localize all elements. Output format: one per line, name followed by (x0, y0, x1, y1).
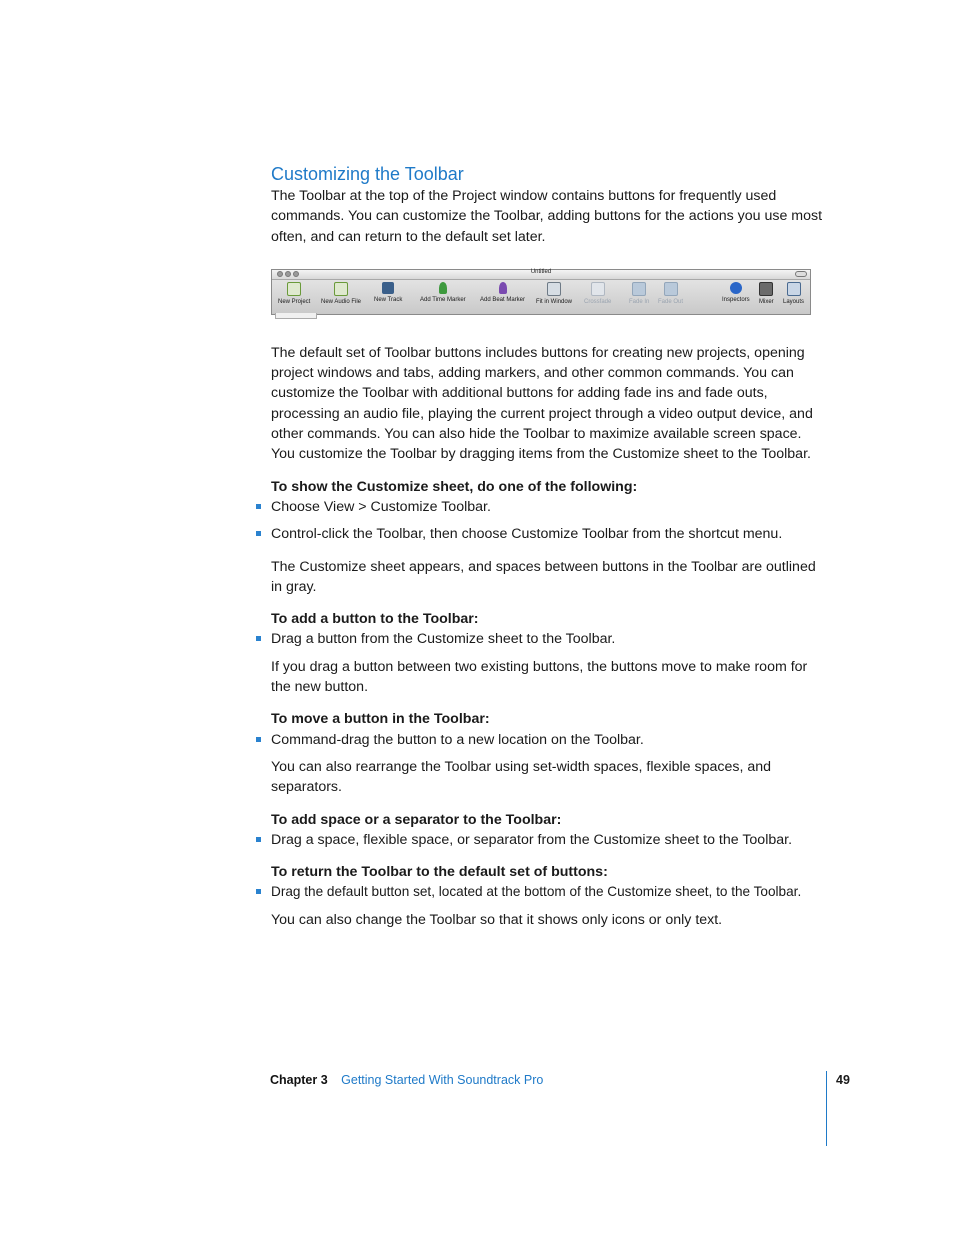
toolbar-button-add-time-marker: Add Time Marker (420, 282, 466, 304)
toolbar-titlebar (272, 270, 810, 280)
task-heading-move-button: To move a button in the Toolbar: (271, 711, 490, 728)
fade-in-icon (632, 282, 646, 296)
bullet-icon (256, 737, 261, 742)
toolbar-button-mixer: Mixer (759, 282, 774, 306)
crossfade-icon (591, 282, 605, 296)
inspectors-icon (730, 282, 742, 294)
note-paragraph: The Customize sheet appears, and spaces between buttons in the Toolbar are outlined in gray. (271, 558, 816, 595)
toolbar-button-fit-in-window: Fit in Window (536, 282, 572, 306)
note-paragraph: You can also rearrange the Toolbar using set-width spaces, flexible spaces, and separators. (271, 758, 772, 796)
fade-out-icon (664, 282, 678, 296)
time-marker-icon (439, 282, 447, 294)
fit-window-icon (547, 282, 561, 296)
bullet-icon (256, 837, 261, 842)
toolbar-button-new-project: New Project (278, 282, 310, 306)
note-paragraph: You can also change the Toolbar so that it shows only icons or only text. (271, 911, 723, 928)
toolbar-button-inspectors: Inspectors (722, 282, 750, 304)
bullet-item: Drag a space, flexible space, or separator from the Customize sheet to the Toolbar. (271, 830, 827, 850)
bullet-icon (256, 531, 261, 536)
toolbar-button-new-track: New Track (374, 282, 402, 304)
task-heading-add-space: To add space or a separator to the Toolbar: (271, 811, 562, 828)
new-project-icon (287, 282, 301, 296)
bullet-item: Drag the default button set, located at the bottom of the Customize sheet, to the Toolbar. (271, 882, 827, 902)
page-content (271, 162, 827, 930)
mixer-icon (759, 282, 773, 296)
project-tab (275, 313, 317, 319)
new-audio-file-icon (334, 282, 348, 296)
bullet-icon (256, 504, 261, 509)
toolbar-button-fade-out: Fade Out (658, 282, 683, 306)
chapter-title: Getting Started With Soundtrack Pro (341, 1073, 544, 1087)
page-number: 49 (836, 1073, 850, 1087)
toolbar-button-fade-in: Fade In (629, 282, 649, 306)
window-title: Untitled (530, 268, 552, 275)
chapter-label: Chapter 3 (270, 1073, 328, 1087)
new-track-icon (382, 282, 394, 294)
task-heading-show-customize: To show the Customize sheet, do one of the following: (271, 478, 638, 495)
toolbar-button-crossfade: Crossfade (584, 282, 611, 306)
toolbar-toggle-icon (795, 271, 807, 277)
toolbar-button-new-audio-file: New Audio File (321, 282, 361, 306)
section-heading: Customizing the Toolbar (271, 164, 464, 184)
bullet-icon (256, 636, 261, 641)
task-heading-add-button: To add a button to the Toolbar: (271, 611, 479, 628)
task-heading-reset: To return the Toolbar to the default set of buttons: (271, 864, 608, 881)
page-footer (270, 1073, 543, 1087)
bullet-item: Control-click the Toolbar, then choose Customize Toolbar from the shortcut menu. (271, 524, 827, 544)
intro-paragraph: The Toolbar at the top of the Project window contains buttons for frequently used commands. You can customize the Toolbar, adding buttons for the actions you use most often, and can return to the default set later. (271, 188, 823, 245)
footer-divider (826, 1071, 827, 1146)
bullet-item: Choose View > Customize Toolbar. (271, 497, 827, 517)
toolbar-button-add-beat-marker: Add Beat Marker (480, 282, 525, 304)
bullet-item: Command-drag the button to a new location on the Toolbar. (271, 730, 827, 750)
layouts-icon (787, 282, 801, 296)
toolbar-screenshot (271, 269, 811, 315)
toolbar-button-layouts: Layouts (783, 282, 804, 306)
note-paragraph: If you drag a button between two existing buttons, the buttons move to make room for the new button. (271, 658, 808, 696)
bullet-item: Drag a button from the Customize sheet to the Toolbar. (271, 629, 827, 649)
body-paragraph: The default set of Toolbar buttons includes buttons for creating new projects, opening project windows and tabs, adding markers, and other common commands. You can customize the Toolbar with additional buttons for adding fade ins and fade outs, processing an audio file, playing the current project through a video output device, and other commands. You can also hide the Toolbar to maximize available screen space. You customize the Toolbar by dragging items from the Customize sheet to the Toolbar. (271, 344, 813, 463)
bullet-icon (256, 889, 261, 894)
beat-marker-icon (499, 282, 507, 294)
